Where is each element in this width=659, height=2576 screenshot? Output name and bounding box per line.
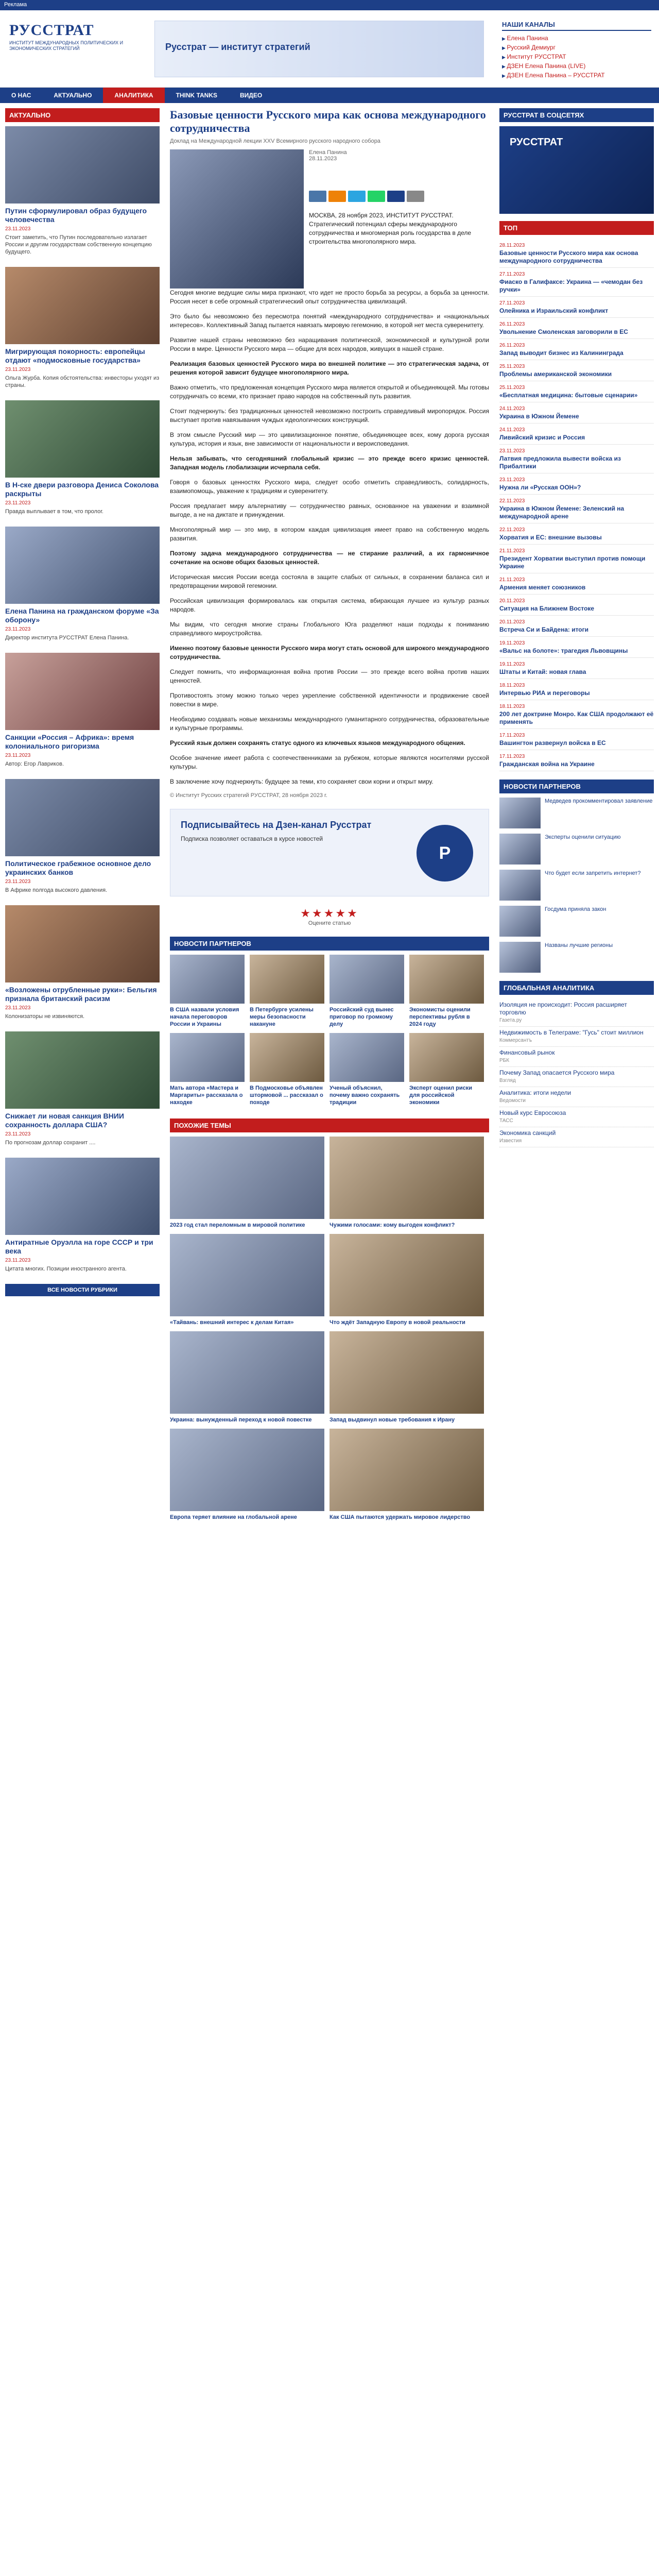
article-paragraph: Именно поэтому базовые ценности Русского мира могут стать основой для широкого международного сотрудничества. bbox=[170, 645, 489, 660]
ok-share-icon[interactable] bbox=[328, 191, 346, 202]
subscribe-box[interactable] bbox=[170, 809, 489, 896]
similar-photo[interactable] bbox=[170, 1137, 324, 1219]
top-title-link[interactable]: Фиаско в Галифаксе: Украина — «чемодан без ручки» bbox=[499, 278, 643, 293]
similar-card[interactable] bbox=[170, 1234, 324, 1326]
ad-topbar bbox=[0, 0, 659, 10]
article-source: © Институт Русских стратегий РУССТРАТ, 28 ноября 2023 г. bbox=[170, 792, 327, 799]
share-buttons bbox=[309, 191, 424, 202]
top-title-link[interactable]: Ситуация на Ближнем Востоке bbox=[499, 605, 595, 612]
top-title-link[interactable]: Латвия предложила вывести войска из Прибалтики bbox=[499, 455, 621, 470]
partner-card[interactable] bbox=[409, 1033, 484, 1106]
similar-title[interactable]: 2023 год стал переломным в мировой политике bbox=[170, 1222, 305, 1228]
global-title-link[interactable]: Аналитика: итоги недели bbox=[499, 1089, 571, 1096]
partner-photo[interactable] bbox=[250, 1033, 324, 1082]
article-paragraph: Важно отметить, что предложенная концепция Русского мира является открытой и объединяющей. Мы готовы сотрудничать со всеми, кто признает право народов на собственный путь развития. bbox=[170, 384, 489, 400]
channel-link[interactable]: ▶ ДЗЕН Елена Панина – РУССТРАТ bbox=[502, 71, 651, 80]
top-item[interactable] bbox=[499, 523, 654, 545]
partner-card[interactable] bbox=[250, 1033, 324, 1106]
nav-about[interactable]: О НАС bbox=[11, 92, 31, 99]
news-photo[interactable] bbox=[5, 267, 160, 344]
news-date: 23.11.2023 bbox=[5, 879, 31, 885]
partner-photo[interactable] bbox=[170, 955, 245, 1004]
news-date: 23.11.2023 bbox=[5, 500, 31, 506]
top-date: 25.11.2023 bbox=[499, 364, 525, 369]
news-item[interactable] bbox=[5, 527, 160, 641]
top-item[interactable] bbox=[499, 318, 654, 339]
similar-title[interactable]: Запад выдвинул новые требования к Ирану bbox=[330, 1417, 455, 1423]
similar-card[interactable] bbox=[170, 1429, 324, 1521]
news-photo[interactable] bbox=[5, 126, 160, 204]
channel-link[interactable]: ▶ Русский Демиург bbox=[502, 43, 651, 52]
social-title: РУССТРАТ В СОЦСЕТЯХ bbox=[499, 108, 654, 122]
channel-link[interactable]: ▶ Елена Панина bbox=[502, 33, 651, 43]
partner-title[interactable]: Мать автора «Мастера и Маргариты» рассказала о находке bbox=[170, 1085, 243, 1106]
partner-photo[interactable] bbox=[250, 955, 324, 1004]
similar-title[interactable]: Как США пытаются удержать мировое лидерство bbox=[330, 1514, 471, 1520]
channel-link[interactable]: ▶ Институт РУССТРАТ bbox=[502, 52, 651, 61]
article-date: 28.11.2023 bbox=[309, 156, 337, 162]
right-column bbox=[499, 108, 654, 1147]
news-photo[interactable] bbox=[5, 905, 160, 982]
top-title-link[interactable]: Встреча Си и Байдена: итоги bbox=[499, 626, 589, 633]
partner-right-title[interactable]: Что будет если запретить интернет? bbox=[545, 870, 641, 876]
nav-video[interactable]: ВИДЕО bbox=[240, 92, 263, 99]
dzen-logo-icon: Р bbox=[417, 825, 473, 882]
partner-title[interactable]: Российский суд вынес приговор по громкому делу bbox=[330, 1007, 394, 1027]
news-excerpt: По прогнозам доллар сохранит .... bbox=[5, 1140, 96, 1146]
top-item[interactable] bbox=[499, 495, 654, 523]
global-list bbox=[499, 999, 654, 1147]
top-title-link[interactable]: Вашингтон развернул войска в ЕС bbox=[499, 739, 606, 747]
global-item[interactable] bbox=[499, 1047, 654, 1067]
news-photo[interactable] bbox=[5, 653, 160, 730]
global-title-link[interactable]: Новый курс Евросоюза bbox=[499, 1109, 566, 1116]
partner-right-photo[interactable] bbox=[499, 798, 541, 828]
top-date: 27.11.2023 bbox=[499, 300, 525, 306]
top-date: 18.11.2023 bbox=[499, 683, 525, 688]
news-item[interactable] bbox=[5, 1158, 160, 1273]
top-date: 17.11.2023 bbox=[499, 754, 525, 759]
partner-title[interactable]: Эксперт оценил риски для российской экономики bbox=[409, 1085, 472, 1106]
article-paragraph: Мы видим, что сегодня многие страны Глобального Юга разделяют наши подходы к пониманию справедливого мироустройства. bbox=[170, 621, 489, 637]
news-date: 23.11.2023 bbox=[5, 1005, 31, 1011]
global-title-link[interactable]: Почему Запад опасается Русского мира bbox=[499, 1069, 615, 1076]
partner-right-item[interactable] bbox=[499, 834, 654, 865]
partner-card[interactable] bbox=[330, 1033, 404, 1106]
article-author[interactable]: Елена Панина bbox=[309, 149, 347, 156]
our-channels bbox=[502, 21, 651, 80]
news-item[interactable] bbox=[5, 400, 160, 515]
top-item[interactable] bbox=[499, 445, 654, 473]
similar-photo[interactable] bbox=[170, 1331, 324, 1414]
global-title: ГЛОБАЛЬНАЯ АНАЛИТИКА bbox=[499, 981, 654, 995]
article-paragraph: В этом смысле Русский мир — это цивилизационное понятие, объединяющее всех, кому дорога русская культура, история и язык, вне зависимости от национальности и вероисповедания. bbox=[170, 431, 489, 447]
news-title[interactable]: Антиратные Оруэлла на горе СССР и три века bbox=[5, 1238, 153, 1255]
partner-right-title[interactable]: Медведев прокомментировал заявление bbox=[545, 798, 653, 804]
article bbox=[170, 108, 489, 1521]
top-item[interactable] bbox=[499, 573, 654, 595]
top-item[interactable] bbox=[499, 679, 654, 700]
social-box-text: РУССТРАТ bbox=[510, 137, 563, 148]
global-item[interactable] bbox=[499, 1087, 654, 1107]
global-item[interactable] bbox=[499, 1127, 654, 1147]
channel-link[interactable]: ▶ ДЗЕН Елена Панина (LIVE) bbox=[502, 61, 651, 71]
partner-card[interactable] bbox=[170, 955, 245, 1028]
article-paragraph: Противостоять этому можно только через укрепление собственной идентичности и продвижение своей повестки в мире. bbox=[170, 692, 489, 708]
partner-right-photo[interactable] bbox=[499, 942, 541, 973]
top-title: ТОП bbox=[499, 221, 654, 235]
article-paragraph: Особое значение имеет работа с соотечественниками за рубежом, которые являются носителями русской культуры. bbox=[170, 754, 489, 770]
news-date: 23.11.2023 bbox=[5, 226, 31, 232]
vk-share-icon[interactable] bbox=[309, 191, 326, 202]
top-date: 20.11.2023 bbox=[499, 598, 525, 604]
news-excerpt: Колонизаторы не извиняются. bbox=[5, 1013, 85, 1020]
global-title-link[interactable]: Изоляция не происходит: Россия расширяет торговлю bbox=[499, 1001, 627, 1016]
top-title-link[interactable]: Штаты и Китай: новая глава bbox=[499, 668, 586, 675]
news-title[interactable]: Снижает ли новая санкция ВНИИ сохранность доллара США? bbox=[5, 1112, 124, 1129]
partner-title[interactable]: В Подмосковье объявлен штормовой ... рассказал о походе bbox=[250, 1085, 323, 1106]
top-date: 24.11.2023 bbox=[499, 406, 525, 412]
partner-photo[interactable] bbox=[330, 1033, 404, 1082]
top-item[interactable] bbox=[499, 381, 654, 402]
news-item[interactable] bbox=[5, 653, 160, 768]
news-excerpt: В Африке полгода высокого давления. bbox=[5, 887, 108, 893]
article-title: Базовые ценности Русского мира как основа международного сотрудничества bbox=[170, 108, 486, 134]
top-item[interactable] bbox=[499, 658, 654, 679]
top-date: 23.11.2023 bbox=[499, 477, 525, 483]
top-title-link[interactable]: Олейника и Израильский конфликт bbox=[499, 307, 609, 314]
article-lead: Доклад на Международной лекции XXV Всемирного русского народного собора bbox=[170, 138, 380, 144]
partner-right-title[interactable]: Госдума приняла закон bbox=[545, 906, 606, 912]
rating-label: Оцените статью bbox=[308, 920, 351, 926]
logo-brand[interactable]: РУССТРАТ bbox=[9, 22, 94, 39]
partner-right-photo[interactable] bbox=[499, 834, 541, 865]
similar-card[interactable] bbox=[330, 1137, 484, 1229]
our-channels-title: НАШИ КАНАЛЫ bbox=[502, 21, 651, 31]
partner-card[interactable] bbox=[170, 1033, 245, 1106]
top-item[interactable] bbox=[499, 637, 654, 658]
news-excerpt: Автор: Егор Лавриков. bbox=[5, 761, 64, 767]
partner-right-item[interactable] bbox=[499, 870, 654, 901]
partner-card[interactable] bbox=[330, 955, 404, 1028]
top-item[interactable] bbox=[499, 402, 654, 423]
top-title-link[interactable]: Базовые ценности Русского мира как основа международного сотрудничества bbox=[499, 249, 638, 264]
top-title-link[interactable]: «Бесплатная медицина: бытовые сценарии» bbox=[499, 392, 638, 399]
top-date: 24.11.2023 bbox=[499, 427, 525, 433]
global-item[interactable] bbox=[499, 999, 654, 1027]
main-nav bbox=[0, 88, 659, 103]
similar-card[interactable] bbox=[330, 1331, 484, 1423]
news-photo[interactable] bbox=[5, 1031, 160, 1109]
news-excerpt: Правда выплывает в том, что пролог. bbox=[5, 509, 103, 515]
top-item[interactable] bbox=[499, 729, 654, 750]
article-paragraph: Говоря о базовых ценностях Русского мира, следует особо отметить справедливость, солидарность, взаимопомощь, уважение к традициям и суверенитету. bbox=[170, 479, 489, 495]
left-column bbox=[5, 108, 160, 1296]
news-title[interactable]: Путин сформулировал образ будущего человечества bbox=[5, 207, 147, 224]
top-list bbox=[499, 239, 654, 771]
top-title-link[interactable]: Нужна ли «Русская ООН»? bbox=[499, 484, 581, 491]
article-paragraph: Стоит подчеркнуть: без традиционных ценностей невозможно построить справедливый миропорядок. Россия выступает против навязывания чуждых идеологических конструкций. bbox=[170, 408, 489, 423]
partners-right-title: НОВОСТИ ПАРТНЕРОВ bbox=[499, 779, 654, 793]
top-item[interactable] bbox=[499, 750, 654, 771]
partner-right-title[interactable]: Эксперты оценили ситуацию bbox=[545, 834, 621, 840]
article-paragraph: Россия предлагает миру альтернативу — сотрудничество равных, основанное на уважении и взаимной выгоде, а не на диктате и принуждении. bbox=[170, 502, 489, 518]
top-date: 22.11.2023 bbox=[499, 498, 525, 504]
news-item[interactable] bbox=[5, 267, 160, 389]
article-paragraph: Следует помнить, что информационная война против России — это прежде всего война против наших ценностей. bbox=[170, 668, 489, 684]
similar-title[interactable]: Чужими голосами: кому выгоден конфликт? bbox=[330, 1222, 455, 1228]
subscribe-title: Подписывайтесь на Дзен-канал Русстрат bbox=[181, 820, 372, 830]
global-source: Газета.ру bbox=[499, 1018, 522, 1023]
news-title[interactable]: «Возложены отрубленные руки»: Бельгия признала британский расизм bbox=[5, 986, 157, 1003]
nav-analytics[interactable]: АНАЛИТИКА bbox=[103, 88, 164, 103]
global-title-link[interactable]: Недвижимость в Телеграме: "Гусь" стоит миллион bbox=[499, 1029, 644, 1036]
partner-photo[interactable] bbox=[409, 955, 484, 1004]
news-date: 23.11.2023 bbox=[5, 1131, 31, 1137]
global-source: Коммерсантъ bbox=[499, 1038, 532, 1043]
top-item[interactable] bbox=[499, 423, 654, 445]
top-title-link[interactable]: Хорватия и ЕС: внешние вызовы bbox=[499, 534, 602, 541]
global-item[interactable] bbox=[499, 1067, 654, 1087]
article-paragraph: Историческая миссия России всегда состояла в защите слабых от сильных, в сохранении баланса сил и предотвращении мировой гегемонии. bbox=[170, 573, 489, 589]
article-photo bbox=[170, 149, 304, 289]
partner-right-item[interactable] bbox=[499, 906, 654, 937]
news-title[interactable]: Мигрирующая покорность: европейцы отдают «подмосковные государства» bbox=[5, 347, 145, 364]
partner-photo[interactable] bbox=[409, 1033, 484, 1082]
news-date: 23.11.2023 bbox=[5, 1258, 31, 1263]
news-title[interactable]: В Н-ске двери разговора Дениса Соколова раскрыты bbox=[5, 481, 159, 498]
top-title-link[interactable]: Увольнение Смоленская заговорили в ЕС bbox=[499, 328, 628, 335]
partner-title[interactable]: В Петербурге усилены меры безопасности накануне bbox=[250, 1007, 314, 1027]
topbar-text: Реклама bbox=[4, 2, 27, 8]
article-paragraph: Развитие нашей страны невозможно без наращивания политической, экономической и культурной роли России в мире. Ценности Русского мира — общие для всех народов, живущих в нашей стране. bbox=[170, 336, 489, 352]
top-date: 20.11.2023 bbox=[499, 619, 525, 625]
article-paragraph: Сегодня многие ведущие силы мира признают, что идет не просто борьба за ресурсы, а борьба за ценности. Россия несет в себе огромный стратегический опыт сотрудничества цивилизаций. bbox=[170, 289, 489, 305]
star-rating[interactable]: ★★★★★ bbox=[300, 907, 359, 920]
top-item[interactable] bbox=[499, 297, 654, 318]
global-title-link[interactable]: Финансовый рынок bbox=[499, 1049, 555, 1056]
partner-card[interactable] bbox=[409, 955, 484, 1028]
news-title[interactable]: Санкции «Россия – Африка»: время колониального ригоризма bbox=[5, 733, 134, 750]
top-title-link[interactable]: «Вальс на болоте»: трагедия Львовщины bbox=[499, 647, 628, 654]
news-item[interactable] bbox=[5, 1031, 160, 1146]
top-item[interactable] bbox=[499, 268, 654, 297]
top-title-link[interactable]: Ливийский кризис и Россия bbox=[499, 434, 585, 441]
top-date: 17.11.2023 bbox=[499, 733, 525, 738]
top-title-link[interactable]: Украина в Южном Йемене: Зеленский на международной арене bbox=[499, 505, 625, 520]
subscribe-subtitle: Подписка позволяет оставаться в курсе новостей bbox=[181, 835, 323, 842]
global-source: Взгляд bbox=[499, 1078, 516, 1083]
top-title-link[interactable]: Гражданская война на Украине bbox=[499, 760, 595, 768]
top-date: 23.11.2023 bbox=[499, 448, 525, 454]
top-date: 28.11.2023 bbox=[499, 243, 525, 248]
news-photo[interactable] bbox=[5, 779, 160, 856]
global-item[interactable] bbox=[499, 1027, 654, 1047]
news-excerpt: Директор института РУССТРАТ Елена Панина. bbox=[5, 635, 129, 641]
similar-card[interactable] bbox=[330, 1429, 484, 1521]
top-date: 26.11.2023 bbox=[499, 321, 525, 327]
news-item[interactable] bbox=[5, 905, 160, 1020]
article-paragraph: Необходимо создавать новые механизмы международного гуманитарного сотрудничества, образовательные и культурные программы. bbox=[170, 716, 489, 732]
top-item[interactable] bbox=[499, 339, 654, 360]
top-item[interactable] bbox=[499, 473, 654, 495]
similar-photo[interactable] bbox=[330, 1331, 484, 1414]
banner-text: Русстрат — институт стратегий bbox=[165, 42, 310, 52]
partner-right-title[interactable]: Названы лучшие регионы bbox=[545, 942, 613, 948]
article-paragraph: Российская цивилизация формировалась как открытая система, вбирающая лучшее из культур разных народов. bbox=[170, 597, 489, 613]
article-body bbox=[170, 289, 489, 786]
similar-card[interactable] bbox=[170, 1331, 324, 1423]
global-source: РБК bbox=[499, 1058, 510, 1063]
article-paragraph: Это было бы невозможно без пересмотра понятий «международного сотрудничества» и «национальных интересов». Коллективный Запад пытается навязать мировую гегемонию, в которой нет места суверенитету. bbox=[170, 313, 489, 329]
top-date: 25.11.2023 bbox=[499, 385, 525, 391]
news-excerpt: Стоит заметить, что Путин последовательно излагает России и другим государствам собственную концепцию будущего. bbox=[5, 234, 152, 255]
top-date: 26.11.2023 bbox=[499, 343, 525, 348]
article-paragraph: В заключение хочу подчеркнуть: будущее за теми, кто сохраняет свои корни и открыт миру. bbox=[170, 778, 433, 785]
partner-title[interactable]: Ученый объяснил, почему важно сохранять традиции bbox=[330, 1085, 400, 1106]
partner-right-item[interactable] bbox=[499, 942, 654, 973]
similar-photo[interactable] bbox=[330, 1429, 484, 1511]
global-source: ТАСС bbox=[499, 1118, 513, 1124]
top-title-link[interactable]: Армения меняет союзников bbox=[499, 584, 586, 591]
top-title-link[interactable]: Интервью РИА и переговоры bbox=[499, 689, 590, 697]
social-box[interactable] bbox=[499, 126, 654, 214]
similar-title[interactable]: «Тайвань: внешний интерес к делам Китая» bbox=[170, 1319, 294, 1326]
global-title-link[interactable]: Экономика санкций bbox=[499, 1129, 556, 1137]
news-title[interactable]: Политическое грабежное основное дело украинских банков bbox=[5, 859, 151, 876]
partners-grid bbox=[170, 955, 489, 1106]
top-item[interactable] bbox=[499, 595, 654, 616]
article-paragraph: Реализация базовых ценностей Русского мира во внешней политике — это стратегическая задача, от решения которой зависит будущее многополярного мира. bbox=[170, 360, 489, 376]
news-photo[interactable] bbox=[5, 1158, 160, 1235]
logo-subtitle: ИНСТИТУТ МЕЖДУНАРОДНЫХ ПОЛИТИЧЕСКИХ И ЭКОНОМИЧЕСКИХ СТРАТЕГИЙ bbox=[9, 40, 124, 51]
global-item[interactable] bbox=[499, 1107, 654, 1127]
partner-card[interactable] bbox=[250, 955, 324, 1028]
similar-title: ПОХОЖИЕ ТЕМЫ bbox=[170, 1118, 489, 1132]
site-logo[interactable] bbox=[9, 22, 138, 52]
article-meta bbox=[309, 149, 489, 162]
news-photo[interactable] bbox=[5, 527, 160, 604]
top-date: 21.11.2023 bbox=[499, 548, 525, 554]
partner-right-photo[interactable] bbox=[499, 906, 541, 937]
top-item[interactable] bbox=[499, 545, 654, 573]
top-item[interactable] bbox=[499, 239, 654, 268]
similar-title[interactable]: Украина: вынужденный переход к новой повестке bbox=[170, 1417, 312, 1423]
similar-title[interactable]: Европа теряет влияние на глобальной арене bbox=[170, 1514, 297, 1520]
telegram-share-icon[interactable] bbox=[348, 191, 366, 202]
header bbox=[0, 10, 659, 88]
partner-right-item[interactable] bbox=[499, 798, 654, 828]
article-dateline: МОСКВА, 28 ноября 2023, ИНСТИТУТ РУССТРАТ. Стратегический потенциал сферы международного сотрудничества и многомерная роль государства в деле строительства многополярного мира. bbox=[309, 212, 472, 245]
nav-think-tanks[interactable]: THINK TANKS bbox=[176, 92, 217, 99]
left-section-title: АКТУАЛЬНО bbox=[5, 108, 160, 122]
top-title-link[interactable]: Проблемы американской экономики bbox=[499, 370, 612, 378]
similar-grid bbox=[170, 1137, 489, 1521]
article-paragraph: Многополярный мир — это мир, в котором каждая цивилизация имеет право на собственную модель развития. bbox=[170, 526, 489, 542]
similar-photo[interactable] bbox=[330, 1234, 484, 1316]
top-title-link[interactable]: 200 лет доктрине Монро. Как США продолжают её применять bbox=[499, 710, 654, 725]
all-news-button[interactable]: ВСЕ НОВОСТИ РУБРИКИ bbox=[5, 1284, 160, 1296]
news-date: 23.11.2023 bbox=[5, 753, 31, 758]
top-date: 21.11.2023 bbox=[499, 577, 525, 583]
twitter-share-icon[interactable] bbox=[387, 191, 405, 202]
top-item[interactable] bbox=[499, 616, 654, 637]
news-date: 23.11.2023 bbox=[5, 626, 31, 632]
top-date: 18.11.2023 bbox=[499, 704, 525, 709]
article-paragraph: Нельзя забывать, что сегодняшний глобальный кризис — это прежде всего кризис ценностей. Западная модель глобализации исчерпала себя. bbox=[170, 455, 489, 471]
nav-actual[interactable]: АКТУАЛЬНО bbox=[54, 92, 92, 99]
partner-photo[interactable] bbox=[330, 955, 404, 1004]
news-title[interactable]: Елена Панина на гражданском форуме «За оборону» bbox=[5, 607, 159, 624]
partners-news-title: НОВОСТИ ПАРТНЕРОВ bbox=[170, 937, 489, 951]
top-date: 19.11.2023 bbox=[499, 640, 525, 646]
similar-photo[interactable] bbox=[170, 1429, 324, 1511]
global-source: Ведомости bbox=[499, 1098, 526, 1104]
top-title-link[interactable]: Украина в Южном Йемене bbox=[499, 413, 579, 420]
news-date: 23.11.2023 bbox=[5, 367, 31, 372]
copy-link-icon[interactable] bbox=[407, 191, 424, 202]
top-date: 19.11.2023 bbox=[499, 662, 525, 667]
news-item[interactable] bbox=[5, 126, 160, 256]
header-banner[interactable] bbox=[154, 21, 484, 77]
news-item[interactable] bbox=[5, 779, 160, 894]
rating bbox=[170, 907, 489, 926]
partner-right-photo[interactable] bbox=[499, 870, 541, 901]
news-photo[interactable] bbox=[5, 400, 160, 478]
partner-title[interactable]: В США назвали условия начала переговоров России и Украины bbox=[170, 1007, 239, 1027]
global-source: Известия bbox=[499, 1138, 522, 1144]
top-item[interactable] bbox=[499, 700, 654, 729]
top-date: 22.11.2023 bbox=[499, 527, 525, 533]
partner-title[interactable]: Экономисты оценили перспективы рубля в 2024 году bbox=[409, 1007, 471, 1027]
similar-card[interactable] bbox=[330, 1234, 484, 1326]
top-date: 27.11.2023 bbox=[499, 272, 525, 277]
article-paragraph: Русский язык должен сохранять статус одного из ключевых языков международного общения. bbox=[170, 739, 465, 747]
similar-card[interactable] bbox=[170, 1137, 324, 1229]
similar-title[interactable]: Что ждёт Западную Европу в новой реальности bbox=[330, 1319, 465, 1326]
whatsapp-share-icon[interactable] bbox=[368, 191, 385, 202]
top-title-link[interactable]: Президент Хорватии выступил против помощи Украине bbox=[499, 555, 646, 570]
top-item[interactable] bbox=[499, 360, 654, 381]
article-paragraph: Поэтому задача международного сотрудничества — не стирание различий, а их гармоничное сочетание на основе общих базовых ценностей. bbox=[170, 550, 489, 566]
partner-photo[interactable] bbox=[170, 1033, 245, 1082]
news-excerpt: Ольга Журба. Копия обстоятельства: инвесторы уходят из страны. bbox=[5, 375, 160, 388]
news-excerpt: Цитата многих. Позиции иностранного агента. bbox=[5, 1266, 127, 1272]
similar-photo[interactable] bbox=[170, 1234, 324, 1316]
similar-photo[interactable] bbox=[330, 1137, 484, 1219]
top-title-link[interactable]: Запад выводит бизнес из Калининграда bbox=[499, 349, 623, 357]
